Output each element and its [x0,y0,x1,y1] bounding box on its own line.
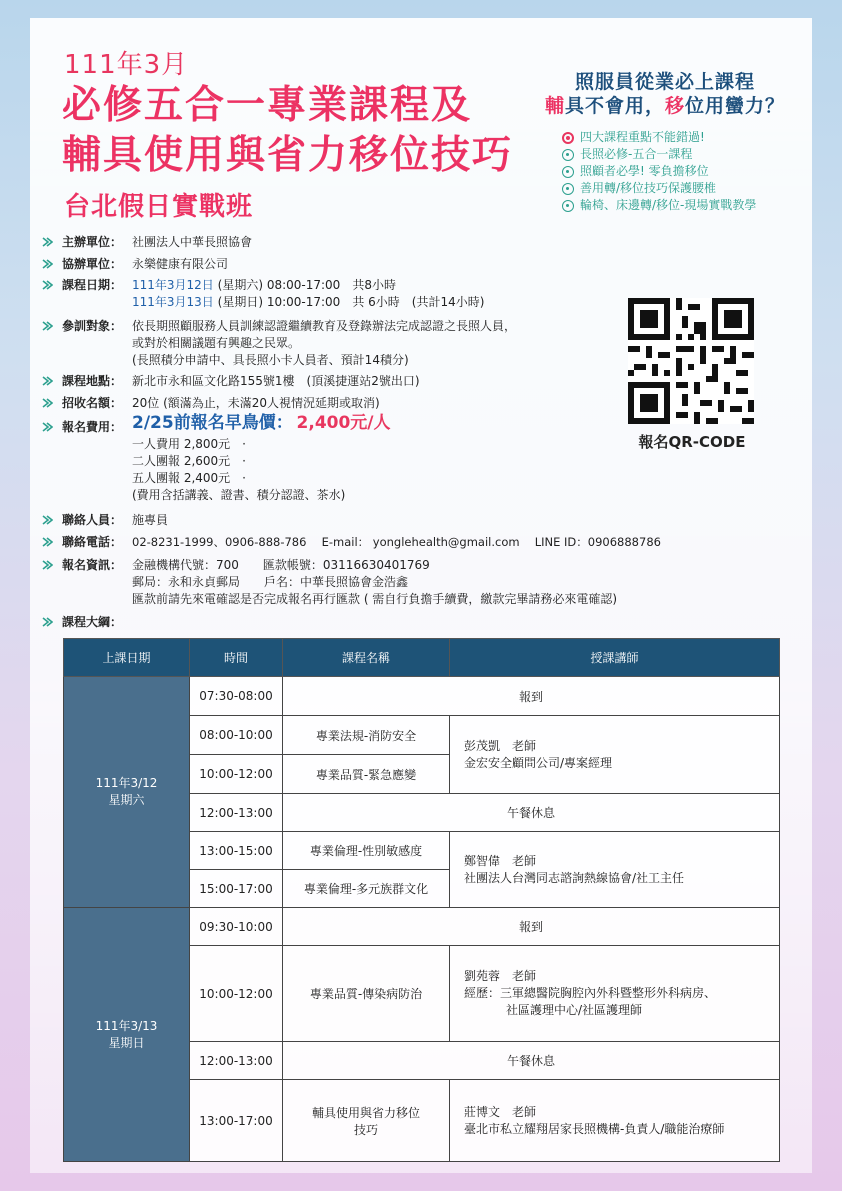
arrow-bullet-icon [42,321,53,331]
time-cell: 09:30-10:00 [190,908,283,946]
arrow-bullet-icon [42,515,53,525]
time-cell: 12:00-13:00 [190,1042,283,1080]
time-cell: 07:30-08:00 [190,677,283,716]
arrow-bullet-icon [42,376,53,386]
time-cell: 13:00-17:00 [190,1080,283,1162]
course-cell: 專業法規-消防安全 [283,716,450,755]
arrow-bullet-icon [42,560,53,570]
table-row [64,677,780,716]
time-cell: 10:00-12:00 [190,946,283,1042]
arrow-bullet-icon [42,237,53,247]
course-cell: 專業倫理-性別敏感度 [283,832,450,870]
time-cell: 08:00-10:00 [190,716,283,755]
promo-item: 照顧者必學! 零負擔移位 [562,163,756,180]
course-cell: 午餐休息 [283,1042,780,1080]
arrow-bullet-icon [42,398,53,408]
course-cell: 報到 [283,677,780,716]
qr-code-label: 報名QR-CODE [638,433,746,451]
arrow-bullet-icon [42,617,53,627]
circle-dot-icon [562,149,574,161]
title-month: 111年3月 [64,50,189,80]
column-header-time: 時間 [190,639,283,677]
promo-list [562,129,756,214]
promo-line-2: 輔具不會用，移位用蠻力？ [544,95,786,117]
column-header-date: 上課日期 [64,639,190,677]
promo-item: 四大課程重點不能錯過! [562,129,756,146]
course-cell: 專業品質-緊急應變 [283,755,450,794]
column-header-course: 課程名稱 [283,639,450,677]
title-line-1: 必修五合一專業課程及 [62,83,473,128]
teacher-cell: 彭茂凱 老師 金宏安全顧問公司/專案經理 [450,716,780,794]
title-subtitle: 台北假日實戰班 [64,192,254,222]
table-header-row [64,639,780,677]
promo-item: 善用轉/移位技巧保護腰椎 [562,180,756,197]
course-cell: 輔具使用與省力移位 技巧 [283,1080,450,1162]
time-cell: 13:00-15:00 [190,832,283,870]
qr-code-icon[interactable] [628,298,754,424]
schedule-table [63,638,780,1162]
time-cell: 10:00-12:00 [190,755,283,794]
circle-dot-icon [562,166,574,178]
promo-item: 輪椅、床邊轉/移位-現場實戰教學 [562,197,756,214]
promo-item: 長照必修-五合一課程 [562,146,756,163]
time-cell: 12:00-13:00 [190,794,283,832]
arrow-bullet-icon [42,537,53,547]
promo-heading [520,70,810,118]
course-cell: 專業品質-傳染病防治 [283,946,450,1042]
teacher-cell: 鄭智偉 老師 社團法人台灣同志諮詢熱線協會/社工主任 [450,832,780,908]
column-header-teacher: 授課講師 [450,639,780,677]
course-cell: 專業倫理-多元族群文化 [283,870,450,908]
teacher-cell: 莊博文 老師 臺北市私立耀翔居家長照機構-負責人/職能治療師 [450,1080,780,1162]
day-1-date-cell: 111年3/12 星期六 [64,677,190,908]
promo-line-1: 照服員從業必上課程 [574,71,755,93]
circle-dot-icon [562,200,574,212]
teacher-cell: 劉苑蓉 老師 經歷：三軍總醫院胸腔內外科暨整形外科病房、 社區護理中心/社區護理師 [450,946,780,1042]
circle-dot-icon [562,183,574,195]
arrow-bullet-icon [42,259,53,269]
title-line-2: 輔具使用與省力移位技巧 [62,133,514,178]
course-cell: 報到 [283,908,780,946]
time-cell: 15:00-17:00 [190,870,283,908]
day-2-date-cell: 111年3/13 星期日 [64,908,190,1162]
arrow-bullet-icon [42,422,53,432]
table-row [64,908,780,946]
arrow-bullet-icon [42,280,53,290]
target-icon [562,132,574,144]
course-cell: 午餐休息 [283,794,780,832]
